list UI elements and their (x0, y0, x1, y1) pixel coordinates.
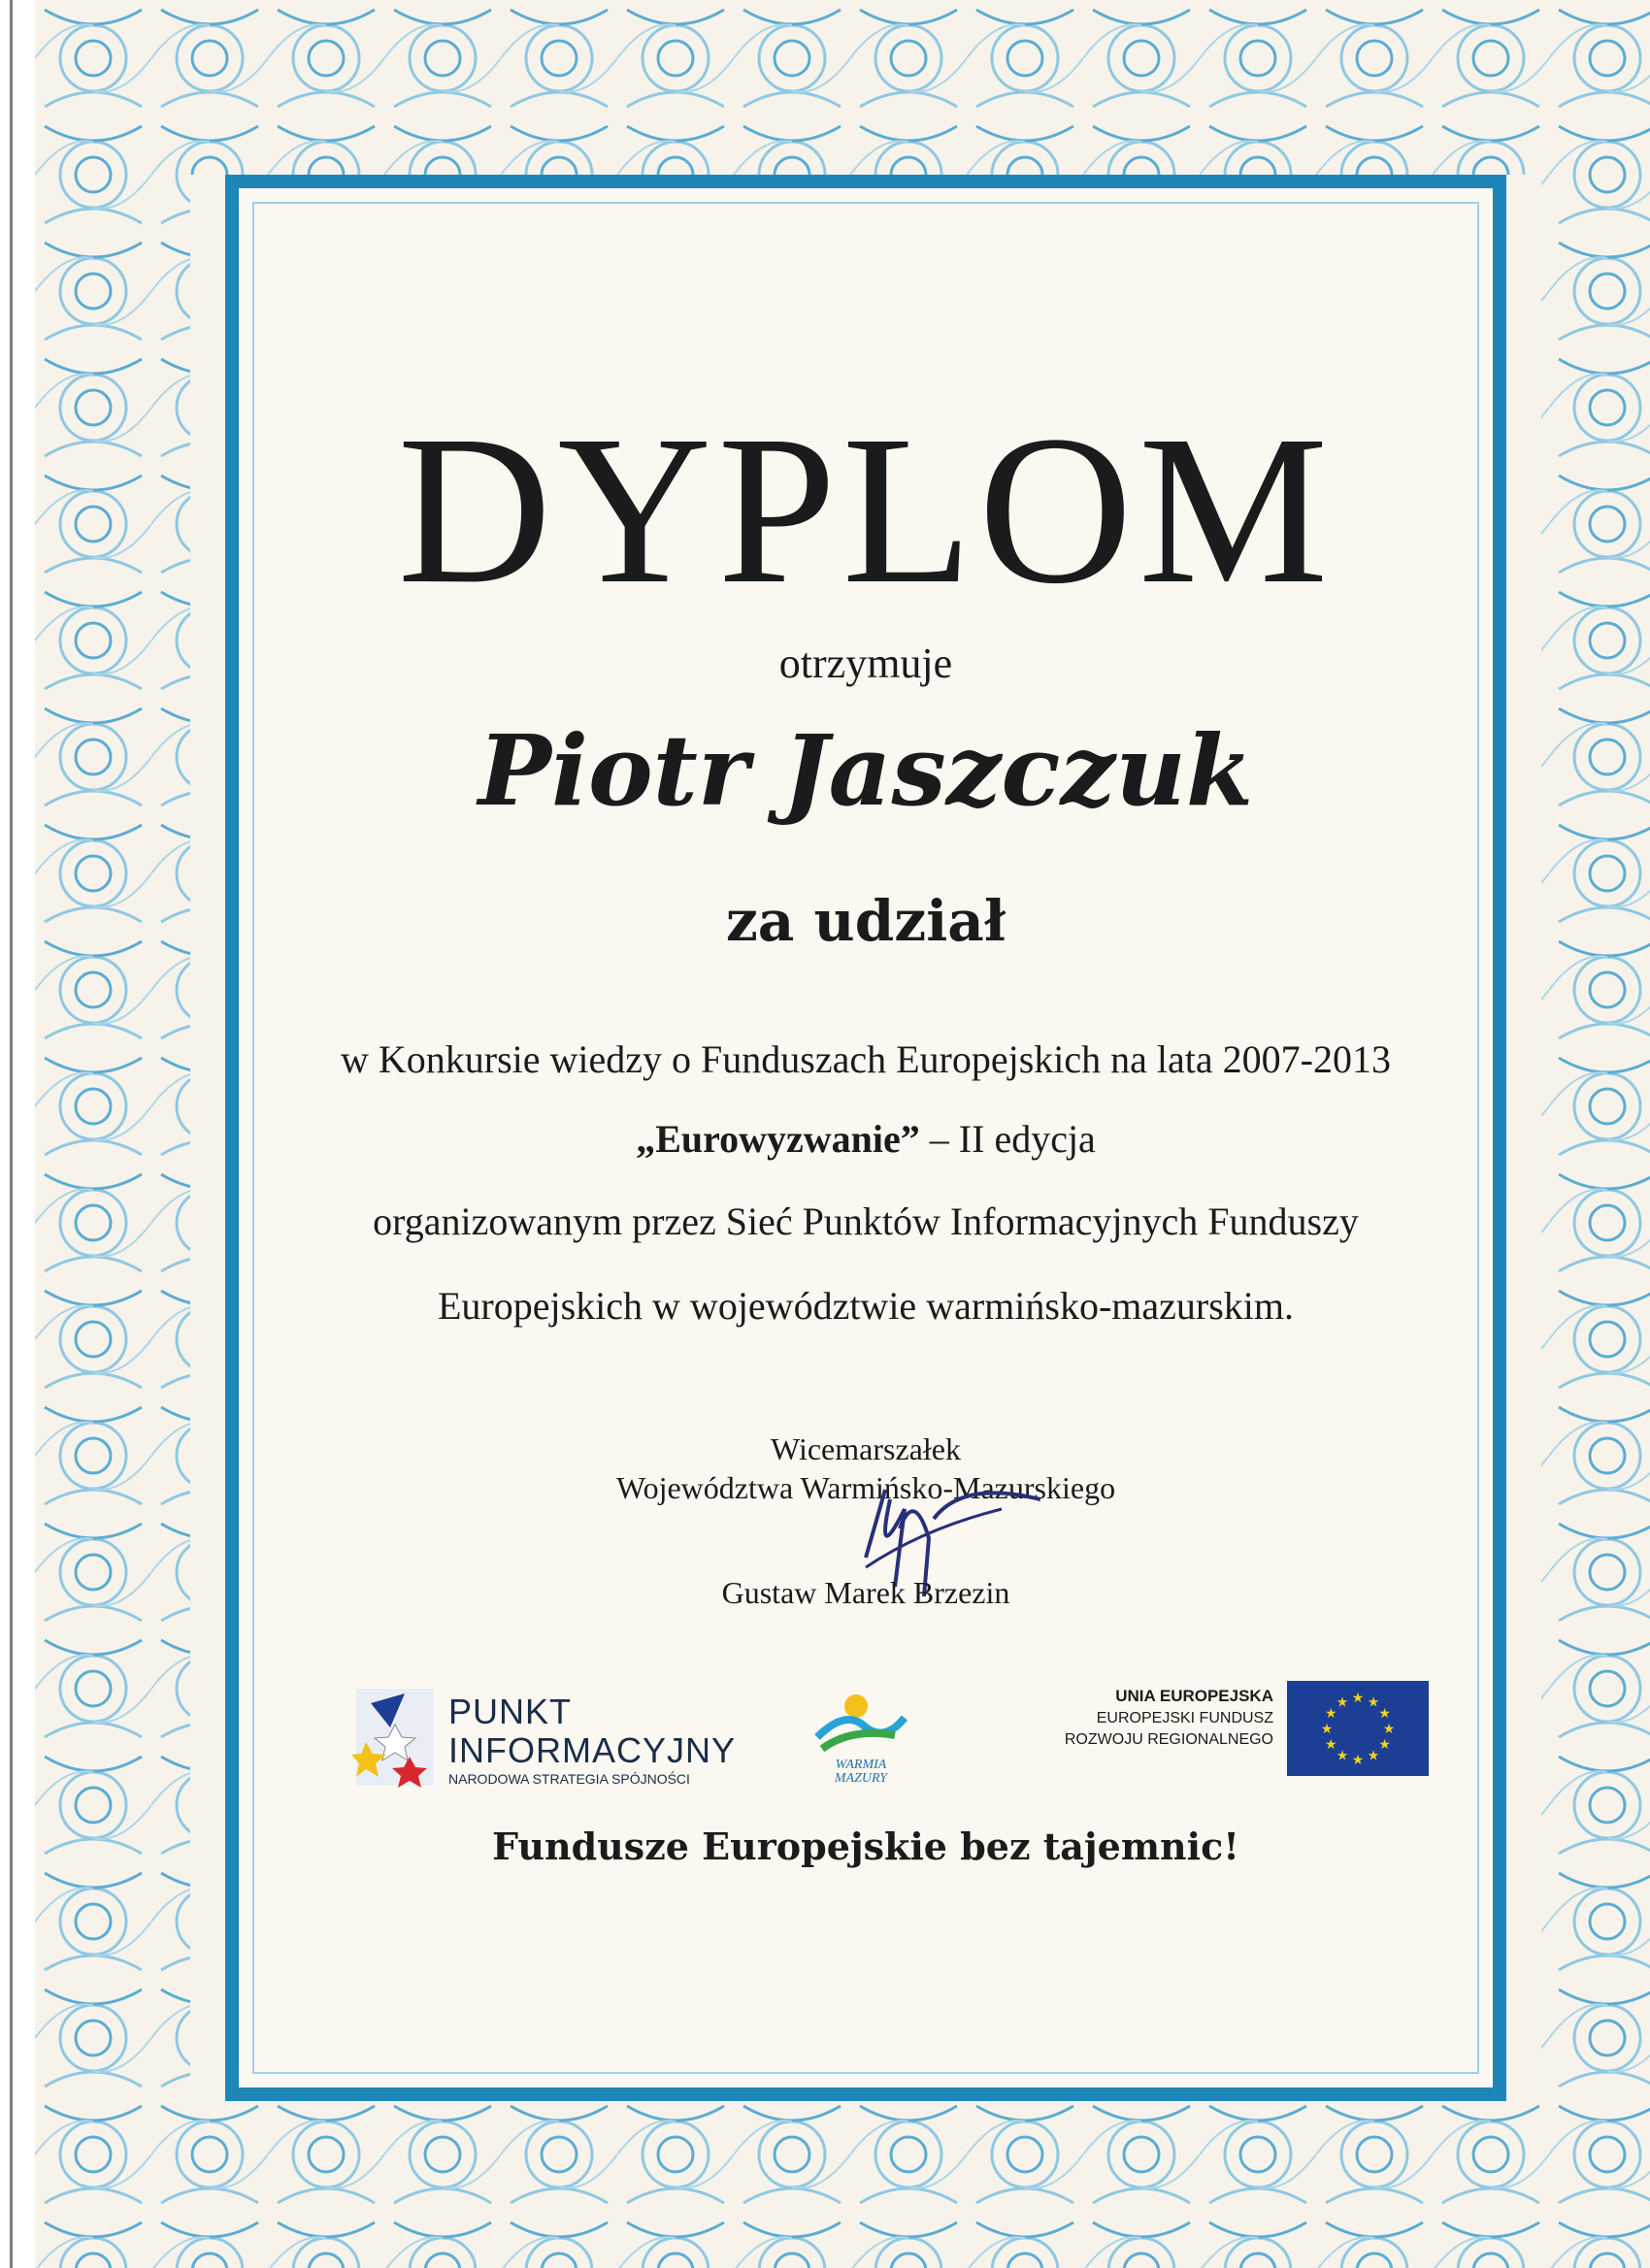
eu-star: ★ (1320, 1723, 1334, 1737)
eu-star: ★ (1378, 1707, 1391, 1722)
eu-label: UNIA EUROPEJSKA (1115, 1687, 1273, 1705)
receives-label: otrzymuje (778, 640, 953, 687)
eu-star: ★ (1351, 1692, 1365, 1706)
eu-star: ★ (1367, 1695, 1380, 1711)
eu-star: ★ (1382, 1723, 1396, 1737)
diploma-title: DYPLOM (397, 391, 1335, 628)
eu-star: ★ (1325, 1738, 1337, 1753)
signatory-role: Wicemarszałek (771, 1431, 961, 1466)
eu-erdf-logo (1021, 1681, 1429, 1788)
contest-line-4: Europejskich w województwie warmińsko-mazurskim. (437, 1284, 1294, 1328)
warmia-mazury-label: WARMIA MAZURY (834, 1758, 888, 1786)
eu-star: ★ (1325, 1707, 1337, 1722)
diploma-page (35, 0, 1650, 2268)
scan-edge-line (10, 0, 13, 2268)
eu-star: ★ (1336, 1695, 1349, 1711)
eu-star: ★ (1378, 1738, 1391, 1753)
punkt-informacyjny-logo (351, 1684, 737, 1791)
motto: Fundusze Europejskie bez tajemnic! (492, 1824, 1239, 1868)
punkt-label: PUNKT (448, 1692, 573, 1731)
warmia-mazury-icon (808, 1689, 914, 1757)
signatory-name: Gustaw Marek Brzezin (721, 1575, 1010, 1610)
eu-star: ★ (1336, 1749, 1349, 1764)
nss-star-icon (351, 1684, 439, 1791)
diploma-content (225, 175, 1506, 2101)
scan-margin (0, 0, 35, 2268)
recipient-name: Piotr Jaszczuk (478, 713, 1254, 828)
eu-flag-icon (1287, 1681, 1429, 1776)
signatory-office: Województwa Warmińsko-Mazurskiego (615, 1470, 1116, 1505)
contest-line-1: w Konkursie wiedzy o Funduszach Europejskich na lata 2007-2013 (341, 1037, 1391, 1081)
contest-line-3: organizowanym przez Sieć Punktów Informacyjnych Funduszy (373, 1200, 1359, 1243)
nss-label: NARODOWA STRATEGIA SPÓJNOŚCI (448, 1771, 690, 1787)
erdf-label-2: ROZWOJU REGIONALNEGO (1064, 1731, 1273, 1748)
contest-name: „Eurowyzwanie” (636, 1117, 920, 1161)
contest-line-2 (225, 1116, 1506, 1162)
erdf-label-1: EUROPEJSKI FUNDUSZ (1096, 1710, 1273, 1726)
informacyjny-label: INFORMACYJNY (448, 1730, 737, 1770)
eu-star: ★ (1367, 1749, 1380, 1764)
eu-star: ★ (1351, 1754, 1365, 1768)
for-label: za udział (725, 888, 1006, 954)
contest-edition: – II edycja (919, 1117, 1096, 1161)
warmia-mazury-logo (808, 1689, 914, 1795)
